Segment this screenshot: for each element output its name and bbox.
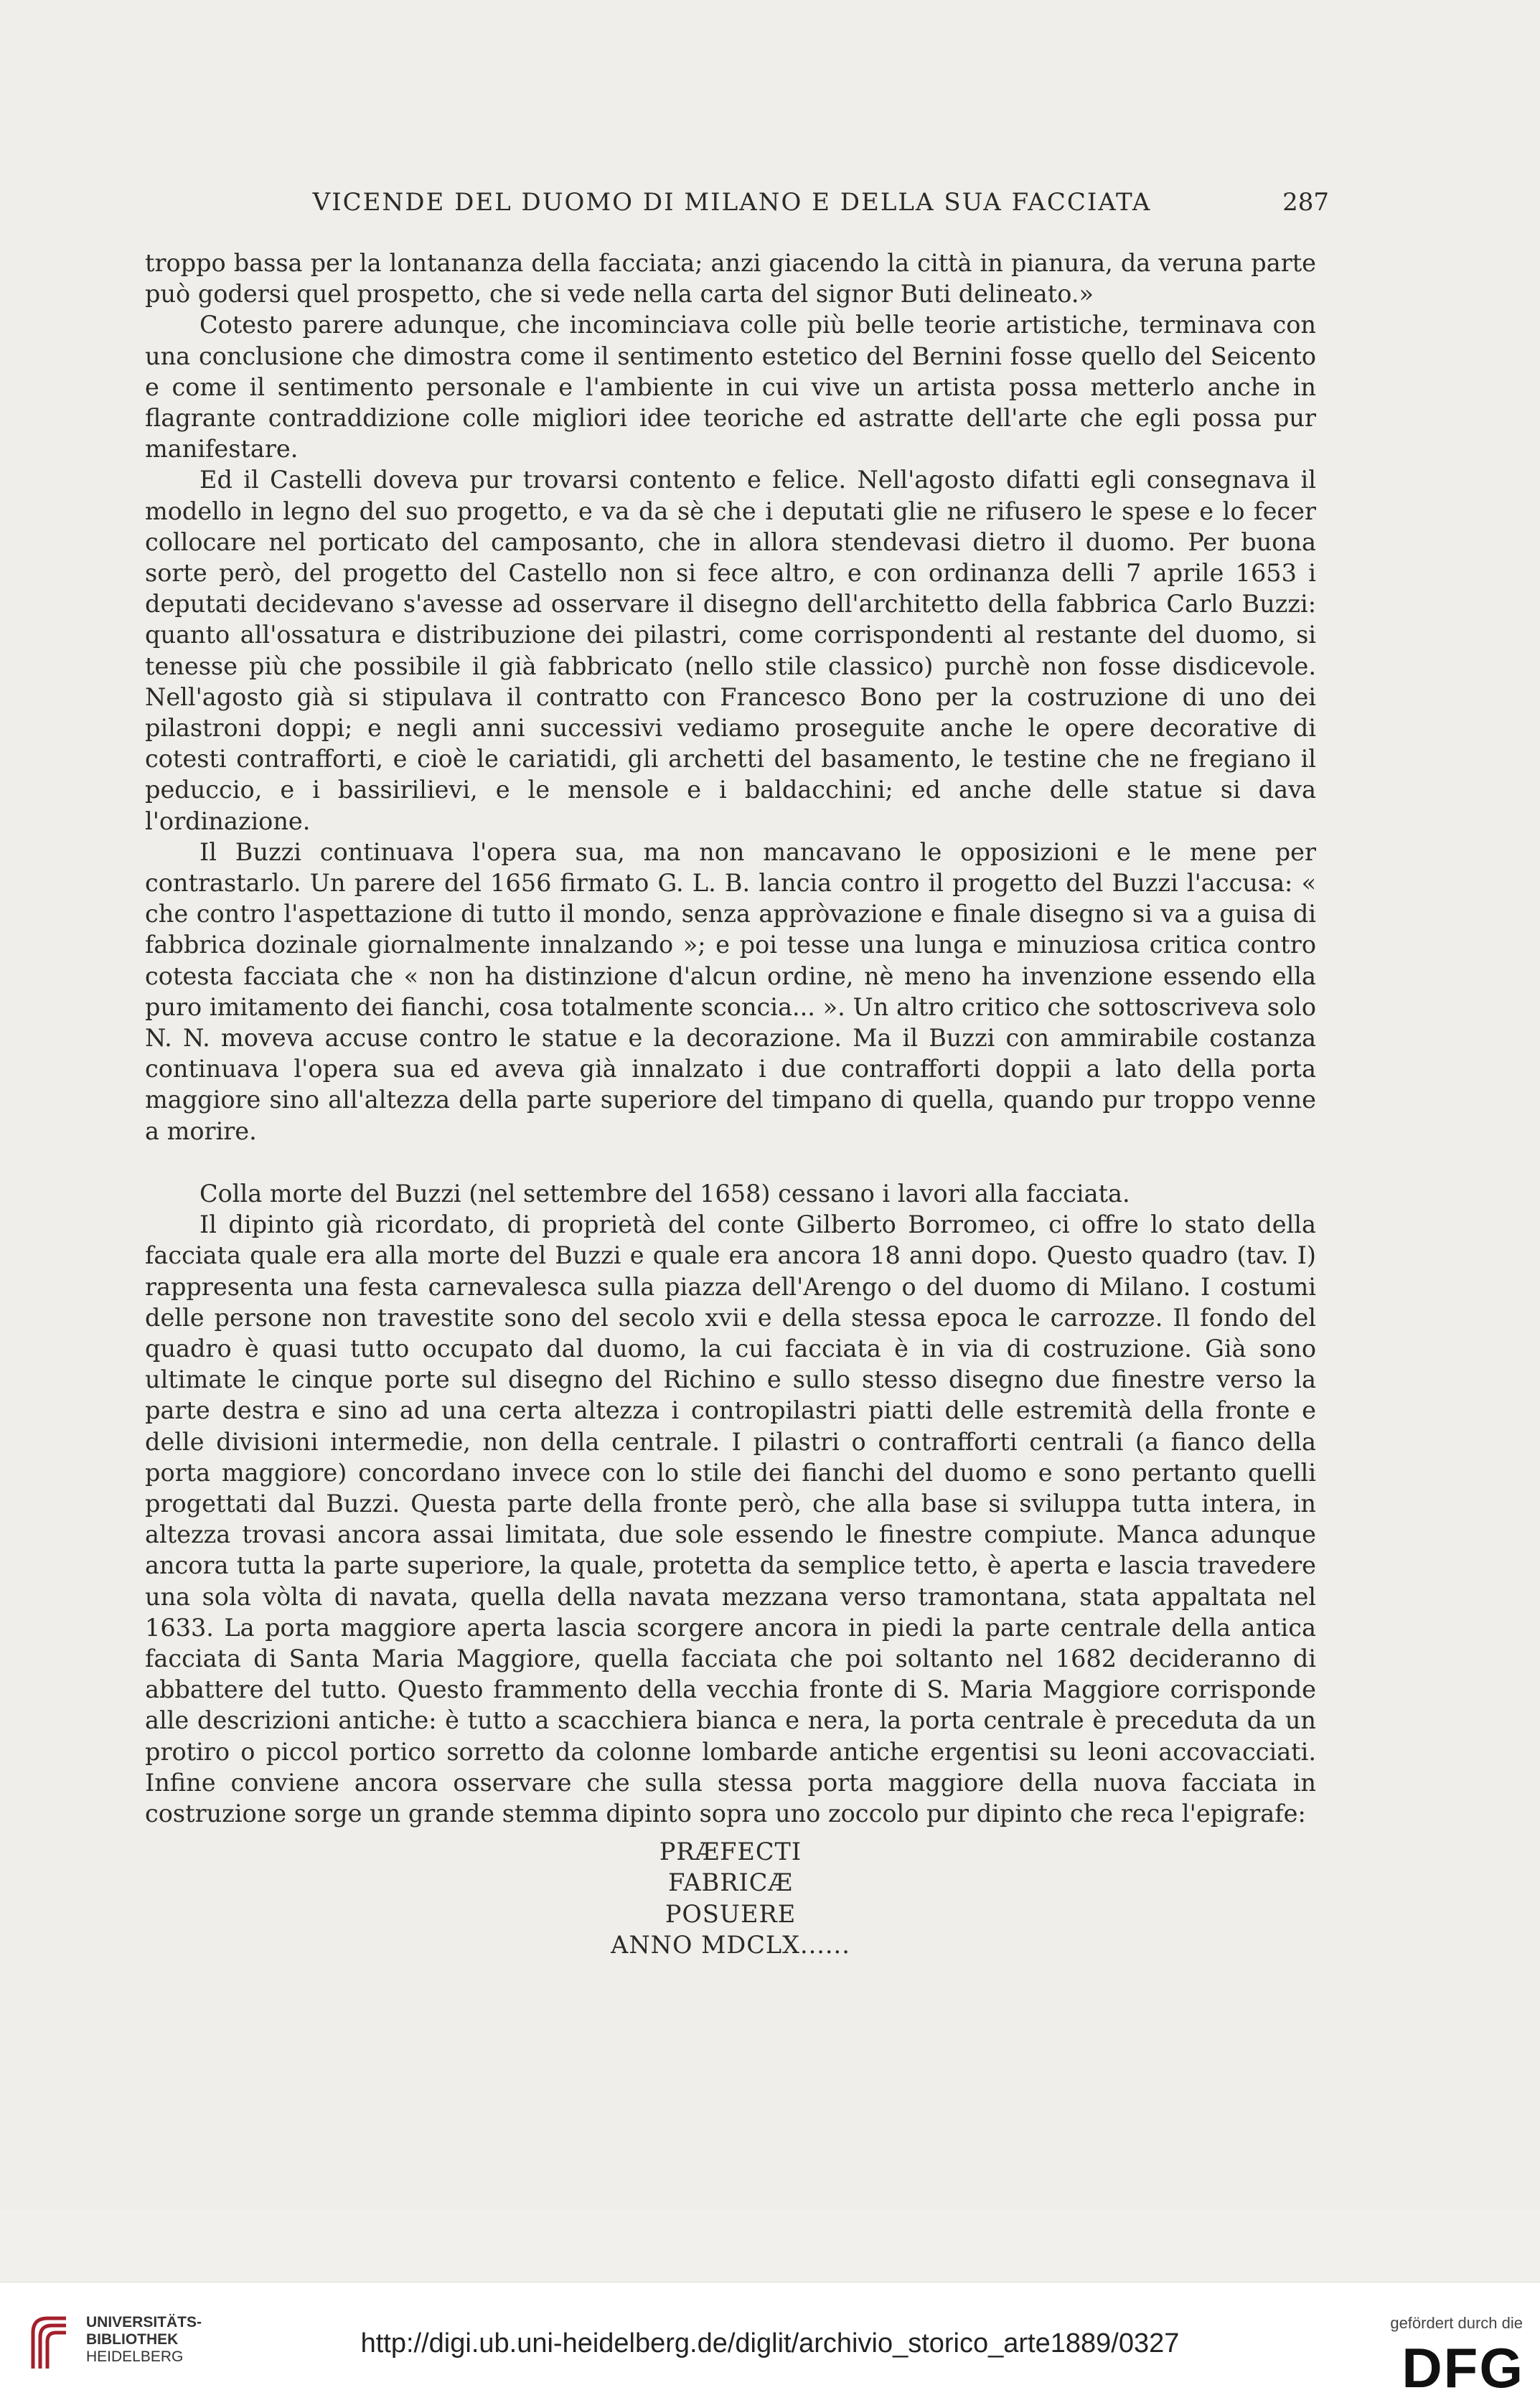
page-number: 287 [1282,188,1329,217]
paragraph: Il dipinto già ricordato, di proprietà del conte Gilberto Borromeo, ci offre lo stato della facciata quale era alla morte del Buzzi e quale era ancora 18 anni dopo. Questo quadro (tav. I) rappresenta una festa carnevalesca sulla piazza dell'Arengo o del duomo di Milano. I costumi delle persone non travestite sono del secolo xvii e della stessa epoca le carrozze. Il fondo del quadro è quasi tutto occupato dal duomo, la cui facciata è in via di costruzione. Già sono ultimate le cinque porte sul disegno del Richino e sullo stesso disegno due finestre verso la parte destra e sino ad una certa altezza i contropilastri piatti delle estremità della fronte e delle divisioni intermedie, non della centrale. I pilastri o contrafforti centrali (a fianco della porta maggiore) concordano invece con lo stile dei fianchi del duomo e sono pertanto quelli progettati dal Buzzi. Questa parte della fronte però, che alla base si sviluppa tutta intera, in altezza trovasi ancora assai limitata, due sole essendo le finestre compiute. Manca adunque ancora tutta la parte superiore, la quale, protetta da semplice tetto, è aperta e lascia travedere una sola vòlta di navata, quella della navata mezzana verso tramontana, stata appaltata nel 1633. La porta maggiore aperta lascia scorgere ancora in piedi la parte centrale della antica facciata di Santa Maria Maggiore, quella facciata che poi soltanto nel 1682 decideranno di abbattere del tutto. Questo frammento della vecchia fronte di S. Maria Maggiore corrisponde alle descrizioni antiche: è tutto a scacchiera bianca e nera, la porta centrale è preceduta da un protiro o piccol portico sorretto da colonne lombarde antiche ergentisi su leoni accovacciati. Infine conviene ancora osservare che sulla stessa porta maggiore della nuova facciata in costruzione sorge un grande stemma dipinto sopra uno zoccolo pur dipinto che reca l'epigrafe: [145,1210,1316,1828]
paragraph: Ed il Castelli doveva pur trovarsi contento e felice. Nell'agosto difatti egli consegnava il modello in legno del suo progetto, e va da sè che i deputati glie ne rifusero le spese e lo fecer collocare nel porticato del camposanto, che in allora stendevasi dietro il duomo. Per buona sorte però, del progetto del Castello non si fece altro, e con ordinanza delli 7 aprile 1653 i deputati decidevano s'avesse ad osservare il disegno dell'architetto della fabbrica Carlo Buzzi: quanto all'ossatura e distribuzione dei pilastri, come corrispondenti al restante del duomo, si tenesse più che possibile il già fabbricato (nello stile classico) purchè non fosse disdicevole. Nell'agosto già si stipulava il contratto con Francesco Bono per la costruzione di uno dei pilastroni doppi; e negli anni successivi vediamo proseguite anche le opere decorative di cotesti contrafforti, e cioè le cariatidi, gli archetti del basamento, le testine che ne fregiano il peduccio, e i bassirilievi, e le mensole e i baldacchini; ed anche delle statue si dava l'ordinazione. [145,466,1316,835]
library-name-line: HEIDELBERG [86,2348,184,2365]
viewer-footer [0,2282,1540,2408]
paragraph: Colla morte del Buzzi (nel settembre del 1658) cessano i lavori alla facciata. [199,1179,1130,1208]
epigraph-line: PRÆFECTI [659,1838,802,1866]
funding-text: gefördert durch die [1390,2314,1523,2332]
library-name-line: UNIVERSITÄTS- [86,2314,202,2331]
paragraph: troppo bassa per la lontananza della facciata; anzi giacendo la città in pianura, da veruna parte può godersi quel prospetto, che si vede nella carta del signor Buti delineato.» [145,249,1316,309]
permalink-url[interactable]: http://digi.ub.uni-heidelberg.de/diglit/archivio_storico_arte1889/0327 [360,2328,1180,2358]
epigraph [145,1836,1316,1960]
dfg-logo: DFG [1402,2336,1524,2399]
epigraph-line: ANNO MDCLX...... [611,1930,850,1959]
library-name-line: BIBLIOTHEK [86,2331,179,2348]
page-header [135,188,1329,222]
epigraph-line: POSUERE [665,1899,797,1928]
epigraph-line: FABRICÆ [668,1868,793,1897]
paragraph: Cotesto parere adunque, che incominciava colle più belle teorie artistiche, terminava con una conclusione che dimostra come il sentimento estetico del Bernini fosse quello del Seicento e come il sentimento personale e l'ambiente in cui vive un artista possa metterlo anche in flagrante contraddizione colle migliori idee teoriche ed astratte dell'arte che egli possa pur manifestare. [145,311,1316,464]
running-title: VICENDE DEL DUOMO DI MILANO E DELLA SUA FACCIATA [312,188,1152,217]
paragraph: Il Buzzi continuava l'opera sua, ma non mancavano le opposizioni e le mene per contrastarlo. Un parere del 1656 firmato G. L. B. lancia contro il progetto del Buzzi l'accusa: « che contro l'aspettazione di tutto il mondo, senza appròvazione e finale disegno si va a guisa di fabbrica dozinale giornalmente innalzando »; e poi tesse una lunga e minuziosa critica contro cotesta facciata che « non ha distinzione d'alcun ordine, nè meno ha invenzione essendo ella puro imitamento dei fianchi, cosa totalmente sconcia... ». Un altro critico che sottoscriveva solo N. N. moveva accuse contro le statue e la decorazione. Ma il Buzzi con ammirabile costanza continuava l'opera sua ed aveva già innalzato i due contrafforti doppii a lato della porta maggiore sino all'altezza della parte superiore del timpano di quella, quando pur troppo venne a morire. [145,837,1316,1145]
body-text [145,248,1316,1960]
